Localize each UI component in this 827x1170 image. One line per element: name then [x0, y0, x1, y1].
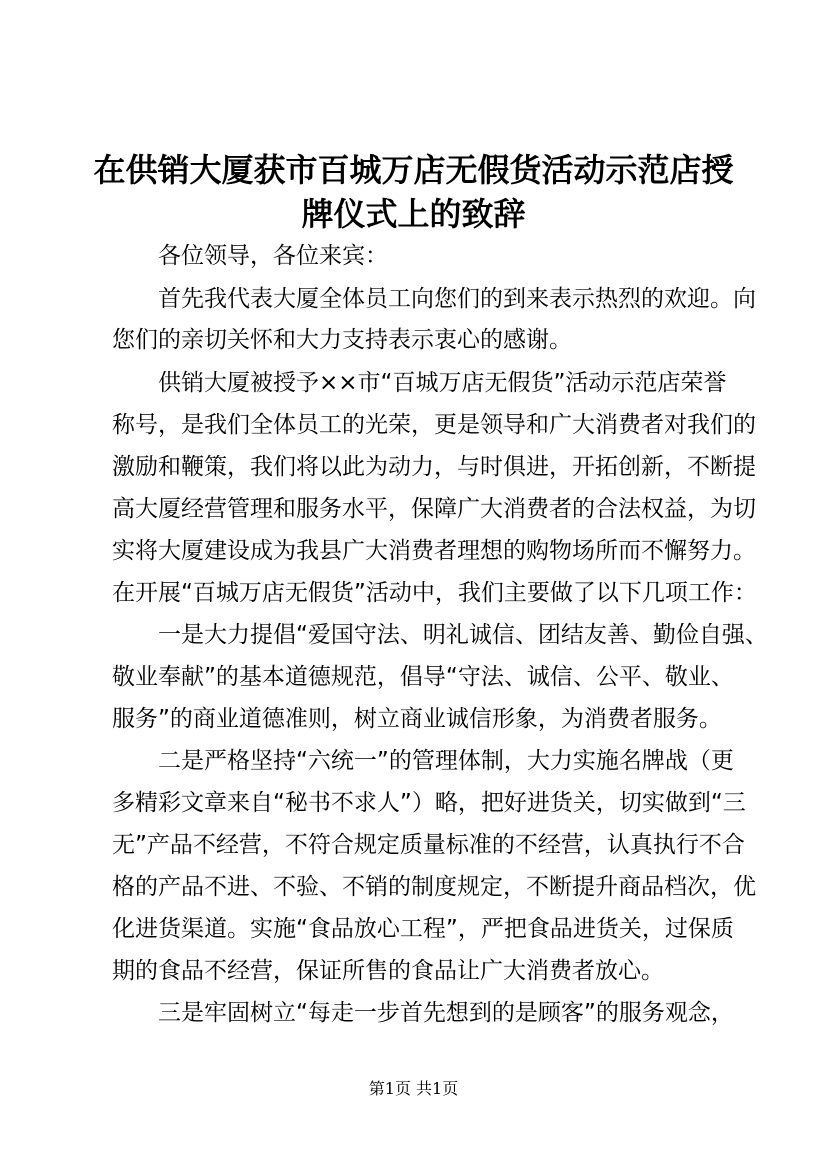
paragraph-line: 敬业奉献”的基本道德规范，倡导“守法、诚信、公平、敬业、 — [112, 664, 734, 690]
document-title-line-1: 在供销大厦获市百城万店无假货活动示范店授 — [93, 151, 734, 189]
paragraph-line: 在开展“百城万店无假货”活动中，我们主要做了以下几项工作： — [112, 580, 757, 606]
page-footer: 第1页 共1页 — [368, 1079, 459, 1098]
paragraph-line: 激励和鞭策，我们将以此为动力，与时俱进，开拓创新，不断提 — [112, 454, 756, 480]
paragraph-line: 您们的亲切关怀和大力支持表示衷心的感谢。 — [112, 327, 572, 353]
paragraph-line: 期的食品不经营，保证所售的食品让广大消费者放心。 — [112, 958, 664, 984]
paragraph-line: 格的产品不进、不验、不销的制度规定，不断提升商品档次，优 — [112, 874, 756, 900]
paragraph-line: 供销大厦被授予××市“百城万店无假货”活动示范店荣誉 — [158, 370, 727, 396]
salutation: 各位领导，各位来宾： — [158, 243, 388, 269]
paragraph-line: 高大厦经营管理和服务水平，保障广大消费者的合法权益，为切 — [112, 496, 756, 522]
paragraph-line: 一是大力提倡“爱国守法、明礼诚信、团结友善、勤俭自强、 — [158, 622, 768, 648]
paragraph-line: 化进货渠道。实施“食品放心工程”，严把食品进货关，过保质 — [112, 916, 734, 942]
paragraph-line: 无”产品不经营，不符合规定质量标准的不经营，认真执行不合 — [112, 832, 745, 858]
paragraph-line: 首先我代表大厦全体员工向您们的到来表示热烈的欢迎。向 — [158, 286, 756, 312]
paragraph-line: 称号，是我们全体员工的光荣，更是领导和广大消费者对我们的 — [112, 412, 756, 438]
paragraph-line: 三是牢固树立“每走一步首先想到的是顾客”的服务观念， — [158, 1000, 734, 1026]
paragraph-line: 实将大厦建设成为我县广大消费者理想的购物场所而不懈努力。 — [112, 538, 756, 564]
paragraph-line: 二是严格坚持“六统一”的管理体制，大力实施名牌战（更 — [158, 748, 734, 774]
document-title-line-2: 牌仪式上的致辞 — [301, 195, 526, 233]
paragraph-line: 多精彩文章来自“秘书不求人”）略，把好进货关，切实做到“三 — [112, 790, 746, 816]
paragraph-line: 服务”的商业道德准则，树立商业诚信形象，为消费者服务。 — [112, 706, 722, 732]
